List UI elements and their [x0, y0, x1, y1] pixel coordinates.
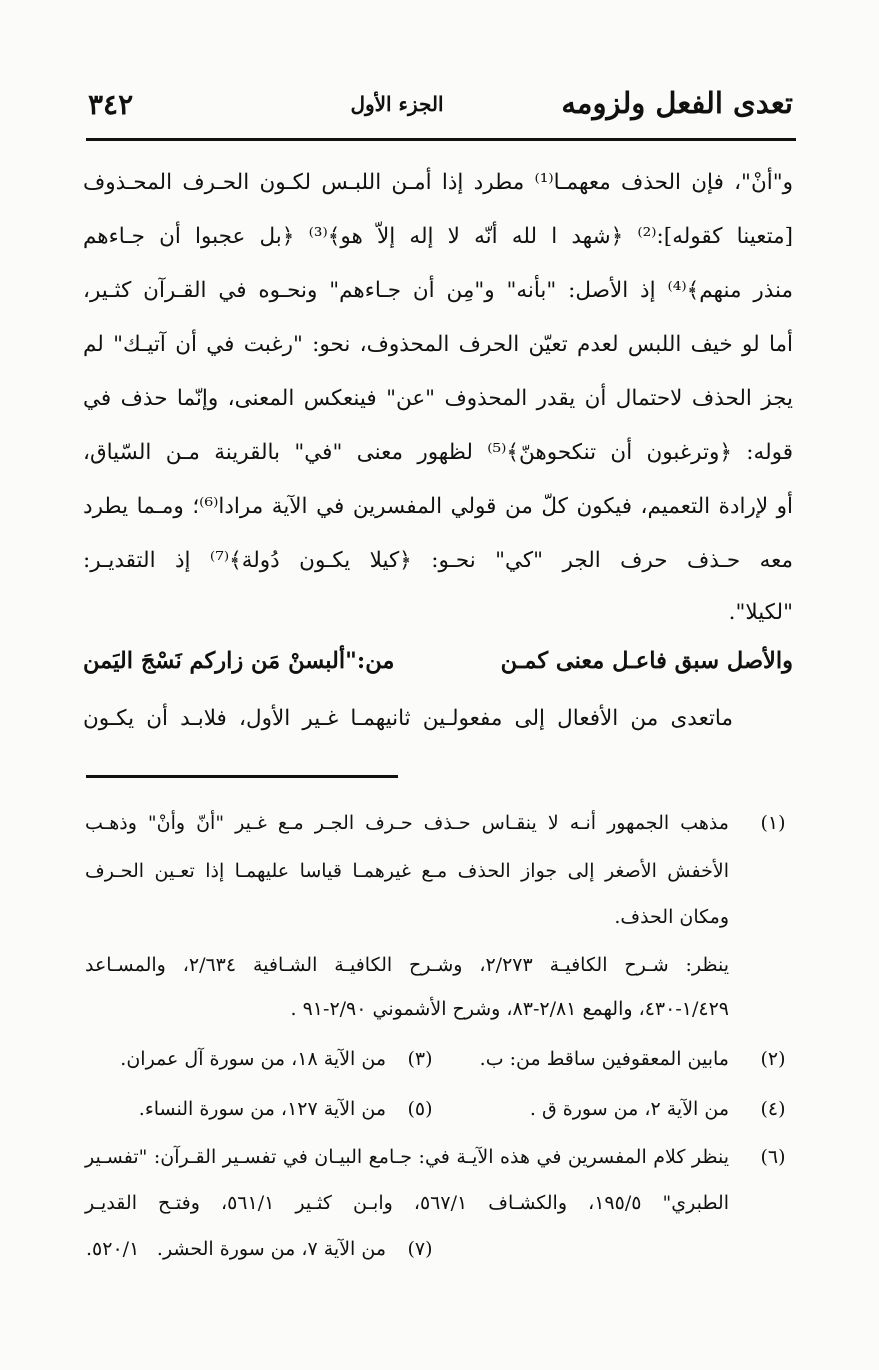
footnote-number-3: (٣)	[407, 1048, 433, 1070]
body-line-5: يجز الحذف لاحتمال أن يقدر المحذوف "عن" فينعكس المعنى، وإنّما حذف في	[83, 386, 793, 411]
volume-label: الجزء الأول	[350, 92, 444, 116]
footnote-number-5: (٥)	[407, 1098, 433, 1120]
footnote-2-text: مابين المعقوفين ساقط من: ب.	[479, 1048, 729, 1070]
footnote-6-line-2: الطبري" ١٩٥/٥، والكشـاف ٥٦٧/١، وابـن كثـير ٥٦١/١، وفتـح القديـر	[85, 1192, 729, 1214]
footnote-number-1: (١)	[760, 812, 786, 834]
footnote-1-line-1: مذهب الجمهور أنـه لا ينقـاس حـذف حـرف الجـر مـع غـير "أنّ وأنْ" وذهـب	[85, 812, 729, 834]
footnote-number-6: (٦)	[760, 1146, 786, 1168]
body-line-9: "لكيلا".	[728, 600, 793, 625]
footnote-number-7: (٧)	[407, 1238, 433, 1260]
body-line-3: منذر منهم﴾⁽⁴⁾ إذ الأصل: "بأنه" و"مِن أن جـاءهم" ونحـوه في القـرآن كثـير،	[83, 278, 793, 303]
footnote-1-line-2: الأخفش الأصغر إلى جواز الحذف مـع غيرهمـا قياسا عليهمـا إذا تعـين الحـرف	[85, 860, 729, 882]
body-line-6: قوله: ﴿وترغبون أن تنكحوهنّ﴾⁽⁵⁾ لظهور معنى "في" بالقرينة مـن السّياق،	[83, 440, 793, 465]
footnote-5-text: من الآية ١٢٧، من سورة النساء.	[138, 1098, 386, 1120]
footnote-7-text: من الآية ٧، من سورة الحشر.	[156, 1238, 386, 1260]
body-line-7: أو لإرادة التعميم، فيكون كلّ من قولي المفسرين في الآية مرادا⁽⁶⁾؛ ومـما يطرد	[83, 494, 793, 519]
body-line-4: أما لو خيف اللبس لعدم تعيّن الحرف المحذوف، نحو: "رغبت في أن آتيـك" لم	[83, 332, 793, 357]
body-line-2: [متعينا كقوله]:⁽²⁾ ﴿شهد ا لله أنّه لا إله إلاّ هو﴾⁽³⁾ ﴿بل عجبوا أن جـاءهم	[83, 224, 793, 249]
verse-hemistich-1: والأصل سبق فاعـل معنى كمـن	[500, 648, 793, 674]
body-line-8: معه حـذف حرف الجر "كي" نحـو: ﴿كيلا يكـون دُولة﴾⁽⁷⁾ إذ التقديـر:	[83, 548, 793, 573]
header-rule	[86, 138, 796, 141]
chapter-title: تعدى الفعل ولزومه	[561, 86, 793, 120]
verse-hemistich-2: من:"ألبسنْ مَن زاركم نَسْجَ اليَمن	[83, 648, 395, 674]
footnote-number-2: (٢)	[760, 1048, 786, 1070]
body-line-1: و"أنْ"، فإن الحذف معهمـا⁽¹⁾ مطرد إذا أمـن اللبـس لكـون الحـرف المحـذوف	[83, 170, 793, 195]
page-number: ٣٤٢	[88, 88, 134, 121]
body-line-after-verse: ماتعدى من الأفعال إلى مفعولـين ثانيهمـا غـير الأول، فلابـد أن يكـون	[83, 706, 733, 731]
footnote-3-text: من الآية ١٨، من سورة آل عمران.	[120, 1048, 386, 1070]
footnote-number-4: (٤)	[760, 1098, 786, 1120]
footnote-6-line-3: ٥٢٠/١.	[86, 1238, 140, 1260]
footnote-1-ref-1: ينظر: شـرح الكافيـة ٢/٢٧٣، وشـرح الكافيـة الشـافية ٢/٦٣٤، والمسـاعد	[85, 954, 729, 976]
footnote-1-line-3: ومكان الحذف.	[614, 906, 729, 928]
footnote-1-ref-2: ١/٤٢٩-٤٣٠، والهمع ٢/٨١-٨٣، وشرح الأشموني ٢/٩٠-٩١ .	[290, 998, 729, 1020]
footnote-separator	[86, 775, 398, 778]
footnote-6-line-1: ينظر كلام المفسرين في هذه الآيـة في: جـامع البيـان في تفسـير القـرآن: "تفسـير	[85, 1146, 729, 1168]
footnote-4-text: من الآية ٢، من سورة ق .	[529, 1098, 729, 1120]
